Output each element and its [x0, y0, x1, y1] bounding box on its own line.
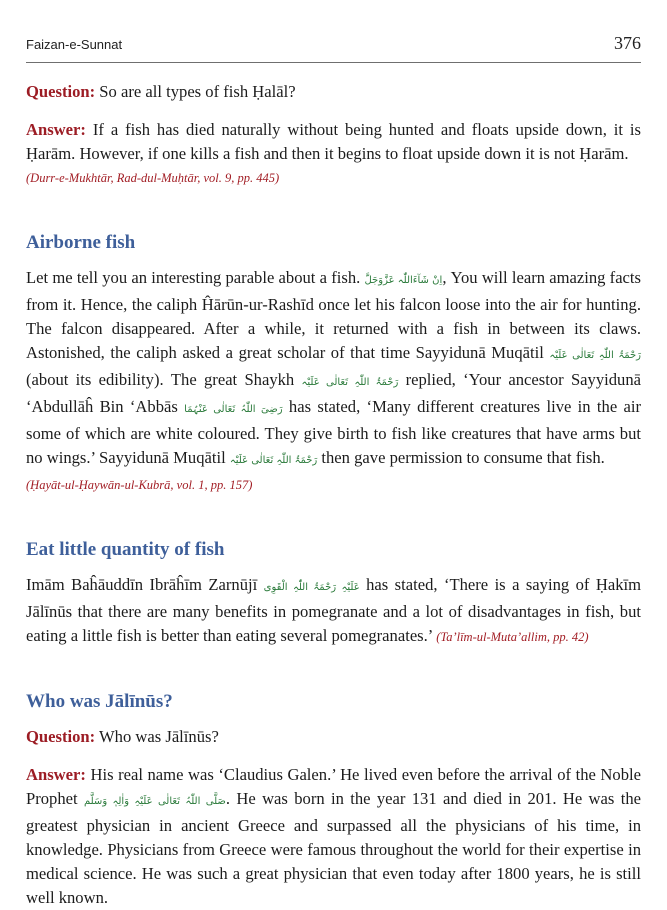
arabic-invocation: رَحْمَۃُ اللّٰہِ تَعَالٰی عَلَیْہ [229, 455, 318, 466]
text-segment: replied, ‘Your ancestor Sayyidunā ‘Abdullāĥ Bin ‘Abbās [26, 370, 642, 416]
text-segment: . He was born in the year 131 and died in 201. He was the greatest physician in ancient Greece and surpassed all the physicians of his time, in knowledge. Physicians from Greece were famous throughout the world for their expertise in medical science. He was such a great physician that even today after 1800 years, he is still well known. [26, 789, 641, 907]
page-header [26, 0, 641, 63]
arabic-salutation: صَلَّی اللّٰہُ تَعَالٰی عَلَیْہِ وَاٰلِہٖ وَسَلَّم [83, 796, 226, 807]
reference-1: (Durr-e-Mukhtār, Rad-dul-Muḥtār, vol. 9, pp. 445) [26, 171, 280, 185]
text-segment: His real name was ‘Claudius Galen.’ He lived even before the arrival of the Noble Prophet [26, 765, 641, 808]
arabic-invocation: اِنْ شَآءَاللّٰہ عَزَّوَجَلَّ [364, 275, 443, 286]
question-label: Question: [26, 82, 96, 101]
question-2 [26, 725, 641, 749]
answer-1 [26, 118, 641, 166]
text-segment: Let me tell you an interesting parable about a fish. [26, 268, 365, 287]
question-text: Who was Jālīnūs? [95, 727, 219, 746]
text-segment: (about its edibility). The great Shaykh [26, 370, 302, 389]
arabic-invocation: رَحْمَۃُ اللّٰہِ تَعَالٰی عَلَیْہ [549, 350, 641, 361]
arabic-invocation: رَضِیَ اللّٰہُ تَعَالٰی عَنْہُمَا [184, 404, 283, 415]
reference-2: (Ḥayāt-ul-Ḥaywān-ul-Kubrā, vol. 1, pp. 157) [26, 478, 253, 492]
arabic-invocation: رَحْمَۃُ اللّٰہِ تَعَالٰی عَلَیْہ [301, 377, 399, 388]
paragraph-eat-little-fish [26, 573, 641, 649]
text-segment: has stated, ‘Many different creatures live in the air some of which are white coloured. They give birth to fish like creatures that have arms but no wings.’ Sayyidunā Muqātil [26, 397, 642, 467]
text-segment: Imām Baĥāuddīn Ibrāĥīm Zarnūjī [26, 575, 264, 594]
answer-label: Answer: [26, 765, 86, 784]
text-segment: , You will learn amazing facts from it. Hence, the caliph Ĥārūn-ur-Rashīd once let his falcon loose into the air for hunting. The falcon disappeared. After a while, it returned with a fish in between its claws. Astonished, the caliph asked a great scholar of that time Sayyidunā Muqātil [26, 268, 641, 362]
answer-text: If a fish has died naturally without being hunted and floats upside down, it is Ḥarām. However, if one kills a fish and then it begins to float upside down it is not Ḥarām. [26, 120, 641, 163]
text-segment: then gave permission to consume that fish. [317, 448, 605, 467]
reference-3: (Ta’līm-ul-Muta’allim, pp. 42) [436, 630, 589, 644]
arabic-invocation: عَلَیْہِ رَحْمَۃُ اللّٰہِ الْقَوِی [263, 582, 360, 593]
heading-eat-little-fish: Eat little quantity of fish [26, 539, 225, 560]
answer-label: Answer: [26, 120, 86, 139]
paragraph-airborne-fish [26, 266, 641, 473]
book-title: Faizan-e-Sunnat [26, 37, 123, 52]
question-text: So are all types of fish Ḥalāl? [95, 82, 296, 101]
page-number: 376 [614, 33, 641, 53]
heading-who-was-jalinus: Who was Jālīnūs? [26, 691, 173, 712]
question-1 [26, 80, 641, 104]
page-content [26, 80, 641, 910]
heading-airborne-fish: Airborne fish [26, 232, 136, 253]
answer-2 [26, 763, 641, 910]
text-segment: has stated, ‘There is a saying of Ḥakīm Jālīnūs that there are many benefits in pomegranate and a lot of disadvantages in fish, but eating a little fish is better than eating several pomegranates.’ [26, 575, 642, 645]
question-label: Question: [26, 727, 96, 746]
